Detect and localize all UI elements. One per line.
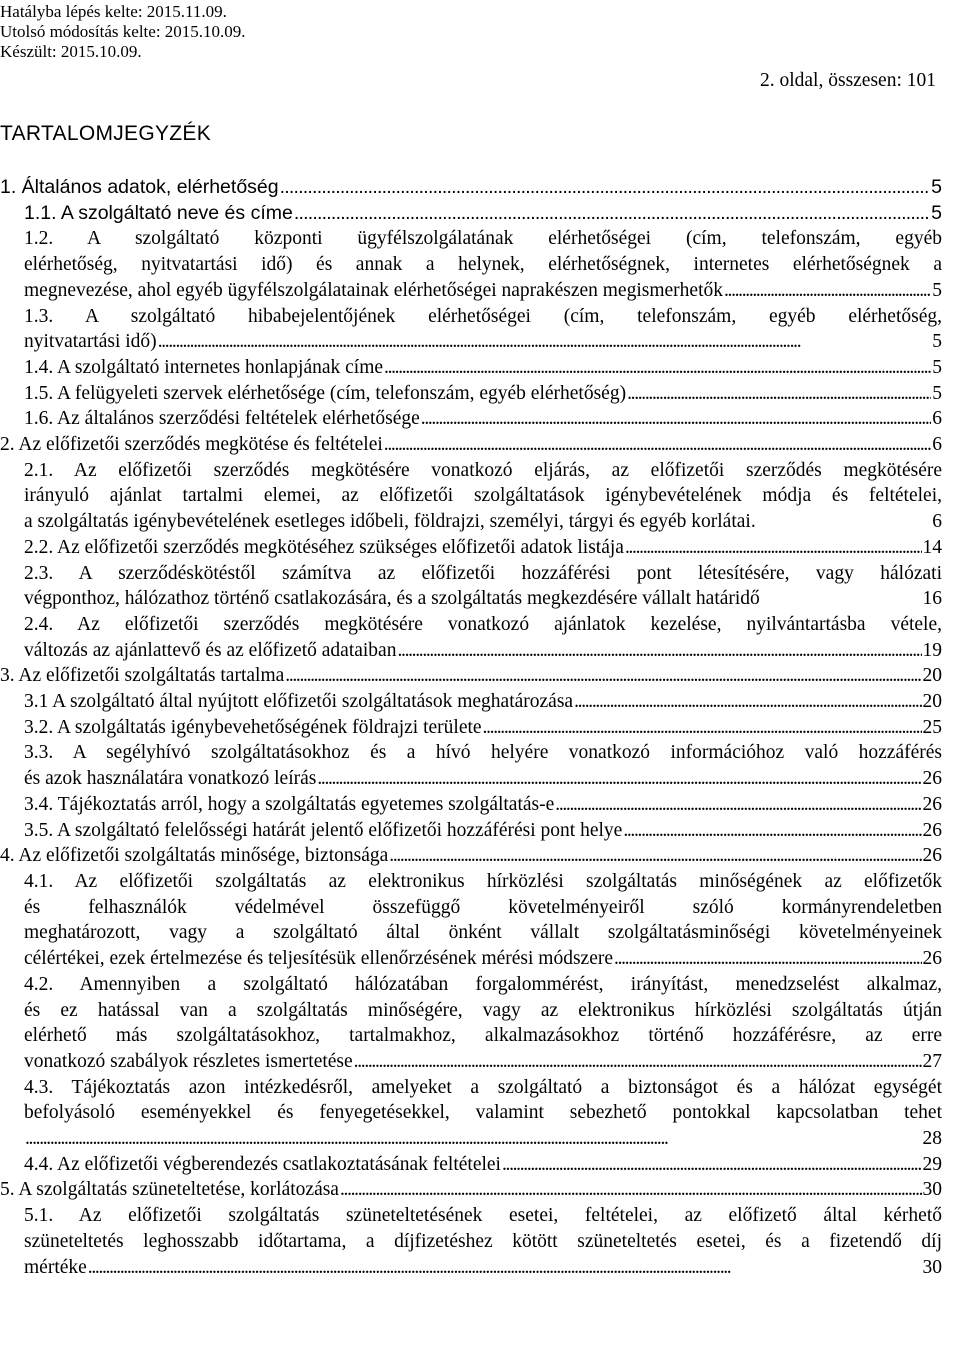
page-number: 2. oldal, összesen: 101: [759, 70, 936, 91]
toc-entry-text: befolyásoló eseményekkel és fenyegetésekkel, valamint sebezhető pontokkal kapcsolatban tehet: [24, 1102, 942, 1124]
toc-entry-text: 4. Az előfizetői szolgáltatás minősége, biztonsága: [0, 845, 389, 867]
toc-entry[interactable]: [0, 792, 942, 818]
toc-entry[interactable]: [0, 972, 942, 1075]
toc-entry[interactable]: [0, 1075, 942, 1152]
toc-entry[interactable]: [0, 535, 942, 561]
toc-entry-text: célértékei, ezek értelmezése és teljesítésük ellenőrzésének mérési módszere: [24, 948, 614, 970]
toc-entry[interactable]: [0, 406, 942, 432]
toc-dot-leader: [340, 1177, 922, 1203]
toc-dot-leader: [724, 278, 931, 304]
toc-page-number: 14: [922, 536, 942, 558]
toc-page-number: 27: [922, 1050, 942, 1072]
toc-page-number: 5: [932, 382, 942, 404]
toc-page-number: 26: [922, 845, 942, 867]
toc-entry-text: 3.1 A szolgáltató által nyújtott előfizetői szolgáltatások meghatározása: [24, 691, 574, 713]
toc-page-number: 19: [922, 639, 942, 661]
toc-page-number: 5: [932, 279, 942, 301]
document-meta: [0, 2, 246, 62]
toc-entry-text: 4.1. Az előfizetői szolgáltatás az elektronikus hírközlési szolgáltatás minőségének az előfizetők: [24, 870, 942, 892]
toc-entry-text: elérhető más szolgáltatásokhoz, tartalmakhoz, alkalmazásokhoz történő hozzáférésre, az erre: [24, 1025, 942, 1047]
toc-page-number: 5: [931, 201, 942, 224]
toc-entry-text: 1.6. Az általános szerződési feltételek elérhetősége: [24, 408, 420, 430]
toc-entry-text: nyitvatartási idő): [24, 331, 157, 353]
toc-entry-text: 5. A szolgáltatás szüneteltetése, korlátozása: [0, 1179, 339, 1201]
toc-entry-text: 1.1. A szolgáltató neve és címe: [24, 201, 293, 224]
toc-entry[interactable]: [0, 612, 942, 663]
toc-page-number: 28: [922, 1128, 942, 1150]
toc-entry-text: meghatározott, vagy a szolgáltató által önként vállalt szolgáltatásminőségi követelményeinek: [24, 922, 942, 944]
toc-dot-leader: [88, 1255, 922, 1281]
table-of-contents: [0, 175, 942, 1280]
toc-entry[interactable]: [0, 381, 942, 407]
effective-date: Hatályba lépés kelte: 2015.11.09.: [0, 2, 227, 21]
toc-entry[interactable]: [0, 869, 942, 972]
toc-heading: TARTALOMJEGYZÉK: [0, 122, 212, 145]
toc-dot-leader: [384, 355, 931, 381]
toc-entry-text: 2.2. Az előfizetői szerződés megkötéséhez szükséges előfizetői adatok listája: [24, 536, 624, 558]
toc-entry-text: 1. Általános adatok, elérhetőség: [0, 176, 279, 198]
toc-entry-text: szüneteltetés leghosszabb időtartama, a díjfizetéshez kötött szüneteltetés esetei, és a fizetendő díj: [24, 1230, 942, 1252]
toc-entry[interactable]: [0, 432, 942, 458]
toc-entry[interactable]: [0, 1177, 942, 1203]
toc-page-number: 5: [931, 176, 942, 198]
toc-page-number: 6: [932, 511, 942, 533]
toc-entry[interactable]: [0, 175, 942, 201]
toc-dot-leader: [397, 638, 921, 664]
toc-entry-text: 2. Az előfizetői szerződés megkötése és feltételei: [0, 434, 383, 456]
toc-entry-text: elérhetőség, nyitvatartási idő) és annak a helynek, elérhetőségnek, internetes elérhetőségnek a: [24, 254, 942, 276]
toc-entry[interactable]: [0, 689, 942, 715]
toc-entry[interactable]: [0, 458, 942, 535]
toc-dot-leader: [502, 1152, 922, 1178]
toc-entry-text: és azok használatára vonatkozó leírás: [24, 768, 317, 790]
toc-entry-text: 1.3. A szolgáltató hibabejelentőjének elérhetőségei (cím, telefonszám, egyéb elérhetőség,: [24, 305, 942, 327]
toc-entry[interactable]: [0, 843, 942, 869]
toc-page-number: 6: [932, 408, 942, 430]
toc-entry[interactable]: [0, 818, 942, 844]
toc-entry[interactable]: [0, 355, 942, 381]
toc-entry[interactable]: [0, 663, 942, 689]
toc-entry-text: 2.1. Az előfizetői szerződés megkötésére vonatkozó eljárás, az előfizetői szerződés megkötésére: [24, 459, 942, 481]
toc-entry-text: 3.5. A szolgáltató felelősségi határát jelentő előfizetői hozzáférési pont helye: [24, 819, 623, 841]
toc-entry-text: 3.4. Tájékoztatás arról, hogy a szolgáltatás egyetemes szolgáltatás-e: [24, 793, 555, 815]
toc-entry-text: végponthoz, hálózathoz történő csatlakozására, és a szolgáltatás megkezdésére vállalt határidő: [24, 588, 760, 610]
toc-dot-leader: [555, 792, 921, 818]
toc-entry-text: és ez hatással van a szolgáltatás minőségére, vagy az elektronikus hírközlési szolgáltatás útján: [24, 999, 942, 1021]
toc-dot-leader: [614, 946, 921, 972]
toc-entry[interactable]: [0, 304, 942, 355]
toc-page-number: 30: [922, 1179, 942, 1201]
toc-entry-text: 4.3. Tájékoztatás azon intézkedésről, amelyeket a szolgáltató a biztonságot és a hálózat egységét: [24, 1076, 942, 1098]
toc-dot-leader: [317, 766, 921, 792]
toc-page-number: 6: [932, 434, 942, 456]
toc-entry-text: 1.5. A felügyeleti szervek elérhetősége (cím, telefonszám, egyéb elérhetőség): [24, 382, 627, 404]
toc-dot-leader: [384, 432, 931, 458]
toc-page-number: 26: [922, 819, 942, 841]
created-date: Készült: 2015.10.09.: [0, 42, 142, 61]
toc-dot-leader: [158, 329, 932, 355]
toc-page-number: 20: [922, 665, 942, 687]
toc-page-number: 25: [922, 716, 942, 738]
toc-entry-text: 1.2. A szolgáltató központi ügyfélszolgálatának elérhetőségei (cím, telefonszám, egyéb: [24, 228, 942, 250]
toc-entry-text: 5.1. Az előfizetői szolgáltatás szüneteltetésének esetei, feltételei, az előfizető által kérhető: [24, 1205, 942, 1227]
toc-entry-text: 2.3. A szerződéskötéstől számítva az előfizetői hozzáférési pont létesítésére, vagy hálózati: [24, 562, 942, 584]
toc-entry[interactable]: [0, 201, 942, 227]
toc-dot-leader: [285, 663, 921, 689]
toc-dot-leader: [354, 1049, 922, 1075]
toc-entry-text: 3. Az előfizetői szolgáltatás tartalma: [0, 665, 285, 687]
toc-entry-text: 2.4. Az előfizetői szerződés megkötésére vonatkozó ajánlatok kezelése, nyilvántartásba vétele,: [24, 613, 942, 635]
toc-dot-leader: [574, 689, 921, 715]
toc-dot-leader: [280, 175, 931, 201]
toc-entry-text: és felhasználók védelmével összefüggő követelményeiről szóló kormányrendeletben: [24, 896, 942, 918]
toc-page-number: 30: [922, 1256, 942, 1278]
toc-dot-leader: [421, 406, 931, 432]
toc-entry-text: 1.4. A szolgáltató internetes honlapjának címe: [24, 356, 384, 378]
toc-entry[interactable]: [0, 561, 942, 612]
toc-entry[interactable]: [0, 226, 942, 303]
toc-page-number: 16: [922, 588, 942, 610]
toc-entry-text: 3.3. A segélyhívó szolgáltatásokhoz és a hívó helyére vonatkozó információhoz való hozzáférés: [24, 742, 942, 764]
toc-entry-text: 4.4. Az előfizetői végberendezés csatlakoztatásának feltételei: [24, 1153, 501, 1175]
toc-entry-text: vonatkozó szabályok részletes ismertetése: [24, 1050, 353, 1072]
toc-dot-leader: [625, 535, 922, 561]
toc-entry-text: változás az ajánlattevő és az előfizető adataiban: [24, 639, 397, 661]
toc-entry-text: 4.2. Amennyiben a szolgáltató hálózatában forgalommérést, irányítást, menedzselést alkalmaz,: [24, 973, 942, 995]
toc-page-number: 5: [932, 331, 942, 353]
toc-entry-text: mértéke: [24, 1256, 87, 1278]
toc-entry-text: megnevezése, ahol egyéb ügyfélszolgálatainak elérhetőségei naprakészen megismerhetők: [24, 279, 723, 301]
toc-page-number: 26: [922, 948, 942, 970]
toc-dot-leader: [294, 201, 930, 227]
toc-entry-text: 3.2. A szolgáltatás igénybevehetőségének földrajzi területe: [24, 716, 482, 738]
modified-date: Utolsó módosítás kelte: 2015.10.09.: [0, 22, 246, 41]
toc-entry[interactable]: [0, 1152, 942, 1178]
toc-dot-leader: [25, 1126, 922, 1152]
toc-page-number: 26: [922, 793, 942, 815]
toc-dot-leader: [623, 818, 921, 844]
toc-entry-text: a szolgáltatás igénybevételének esetleges időbeli, földrajzi, személyi, tárgyi és egyéb korlátai.: [24, 511, 756, 533]
toc-page-number: 29: [922, 1153, 942, 1175]
toc-entry-text: irányuló ajánlat tartalmi elemei, az előfizetői szolgáltatások igénybevételének módja és feltételei,: [24, 485, 942, 507]
toc-page-number: 26: [922, 768, 942, 790]
toc-dot-leader: [389, 843, 921, 869]
toc-entry[interactable]: [0, 1203, 942, 1280]
toc-entry[interactable]: [0, 715, 942, 741]
toc-dot-leader: [627, 381, 931, 407]
toc-dot-leader: [483, 715, 922, 741]
toc-entry[interactable]: [0, 740, 942, 791]
toc-page-number: 5: [932, 356, 942, 378]
toc-page-number: 20: [922, 691, 942, 713]
